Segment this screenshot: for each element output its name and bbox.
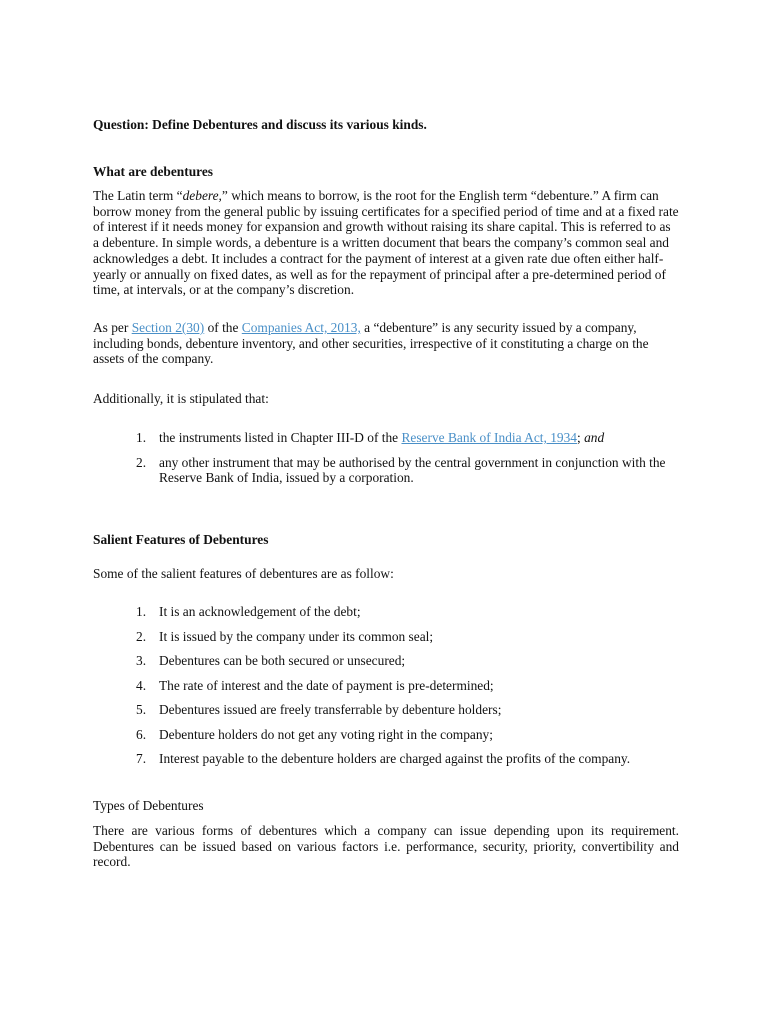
list-number: 1. — [136, 430, 147, 445]
list-item — [93, 604, 679, 620]
features-list — [93, 604, 679, 767]
list-number: 6. — [136, 726, 147, 742]
list-item-text: Debenture holders do not get any voting right in the company; — [159, 726, 493, 742]
list-number: 2. — [136, 454, 147, 470]
list-item-text: the instruments listed in Chapter III-D of the — [159, 430, 402, 445]
list-item — [93, 455, 679, 486]
list-item — [93, 702, 679, 718]
list-item — [93, 727, 679, 743]
list-number: 4. — [136, 677, 147, 693]
list-item — [93, 751, 679, 767]
debenture-definition-paragraph — [93, 188, 679, 298]
definition-text-start: The Latin term “ — [93, 188, 183, 203]
stipulation-intro: Additionally, it is stipulated that: — [93, 391, 269, 406]
list-item-text: The rate of interest and the date of payment is pre-determined; — [159, 677, 494, 693]
list-item-text: Debentures issued are freely transferrable by debenture holders; — [159, 702, 502, 717]
list-item-conjunction: and — [584, 430, 605, 445]
list-item-separator: ; — [577, 430, 585, 445]
rbi-act-link[interactable]: Reserve Bank of India Act, 1934 — [401, 430, 577, 445]
salient-features-intro: Some of the salient features of debentures are as follow: — [93, 566, 394, 581]
list-item — [93, 629, 679, 645]
list-number: 3. — [136, 653, 147, 668]
list-item-text: any other instrument that may be authorised by the central government in conjunction with the Reserve Bank of India, issued by a corporation. — [159, 454, 666, 486]
list-number: 7. — [136, 751, 147, 766]
salient-features-heading: Salient Features of Debentures — [93, 532, 269, 547]
list-item — [93, 653, 679, 669]
list-item-text: Debentures can be both secured or unsecured; — [159, 653, 406, 668]
list-number: 1. — [136, 604, 147, 619]
list-number: 5. — [136, 702, 147, 717]
list-item — [93, 678, 679, 694]
question-heading: Question: Define Debentures and discuss its various kinds. — [93, 117, 427, 132]
companies-act-2013-link[interactable]: Companies Act, 2013, — [241, 320, 361, 335]
list-item-text: It is an acknowledgement of the debt; — [159, 604, 361, 619]
list-item — [93, 430, 679, 446]
companies-act-text-a: As per — [93, 320, 132, 335]
definition-latin-term: debere, — [182, 188, 222, 203]
companies-act-paragraph — [93, 320, 679, 367]
companies-act-text-c: a “debenture” is any security issued by a company, including bonds, debenture inventory, and other securities, irrespective of it constituting a charge on the assets of the company. — [93, 320, 649, 367]
stipulation-list — [93, 430, 679, 486]
list-number: 2. — [136, 628, 147, 644]
what-are-debentures-heading: What are debentures — [93, 164, 214, 179]
section-2-30-link[interactable]: Section 2(30) — [131, 320, 205, 335]
definition-text-rest: ” which means to borrow, is the root for the English term “debenture.” A firm can borrow money from the general public by issuing certificates for a specified period of time and at a fixed rate of interest if it needs money for expansion and growth without raising its share capital. This is referred to as a debenture. In simple words, a debenture is a written document that bears the company’s common seal and acknowledges a debt. It includes a contract for the payment of interest at a given rate due often either half-yearly or annually on fixed dates, as well as for the repayment of principal after a pre-determined period of time, at intervals, or at the company’s discretion. — [93, 188, 679, 298]
types-of-debentures-heading: Types of Debentures — [93, 798, 204, 813]
companies-act-text-b: of the — [204, 320, 242, 335]
list-item-text: It is issued by the company under its common seal; — [159, 628, 434, 644]
list-item-text: Interest payable to the debenture holders are charged against the profits of the company. — [159, 751, 631, 766]
types-of-debentures-paragraph: There are various forms of debentures which a company can issue depending upon its requirement. Debentures can be issued based on various factors i.e. performance, security, priority, convertibility and record. — [93, 823, 679, 870]
